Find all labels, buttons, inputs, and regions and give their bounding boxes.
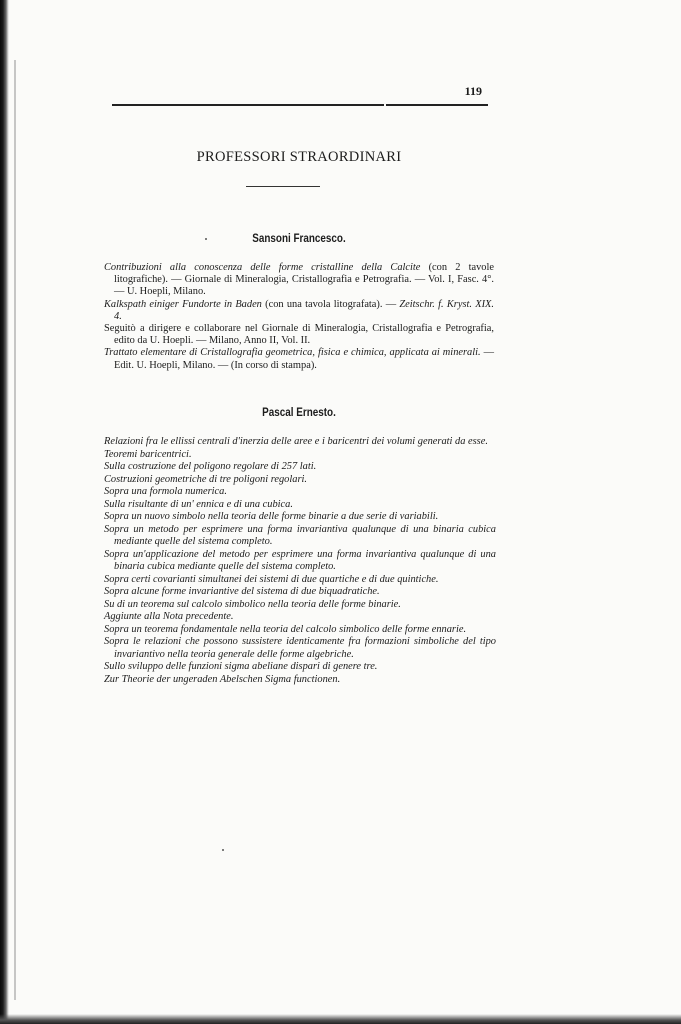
- page-bottom-edge: [0, 1014, 681, 1024]
- publication-entry: Teoremi baricentrici.: [104, 448, 192, 460]
- header-rule-right: [386, 104, 488, 106]
- book-spine-shadow: [0, 0, 9, 1024]
- page-number: 119: [464, 84, 482, 98]
- publication-entry: Sulla costruzione del poligono regolare di 257 lati.: [104, 461, 317, 472]
- publication-entry: Relazioni fra le ellissi centrali d'inerzia delle aree e i baricentri dei volumi generati da esse.: [104, 436, 488, 447]
- publication-entry: Sopra una formola numerica.: [104, 486, 227, 497]
- publication-entry: Sopra un nuovo simbolo nella teoria delle forme binarie a due serie di variabili.: [104, 511, 439, 522]
- author-heading: Pascal Ernesto.: [262, 407, 336, 419]
- publication-entry: Sopra un teorema fondamentale nella teoria del calcolo simbolico delle forme ennarie.: [104, 623, 467, 635]
- book-gutter-line: [14, 60, 16, 1000]
- scan-speck: [222, 849, 224, 851]
- header-rule-left: [112, 104, 384, 106]
- bibliography-entry: Seguitò a dirigere e collaborare nel Giornale di Mineralogia, Cristallografia e Petrografia, edito da U. Hoepli. — Milano, Anno II, Vol. II.: [104, 323, 494, 347]
- title-divider: [246, 186, 320, 187]
- publication-entry: Aggiunte alla Nota precedente.: [104, 611, 234, 622]
- bibliography-entry: Kalkspath einiger Fundorte in Baden (con una tavola litografata). — Zeitschr. f. Kryst. XIX. 4.: [104, 298, 494, 322]
- publication-entry: Su di un teorema sul calcolo simbolico nella teoria delle forme binarie.: [104, 598, 401, 610]
- bibliography-entry: Contribuzioni alla conoscenza delle forme cristalline della Calcite (con 2 tavole litografiche). — Giornale di Mineralogia, Cristallografia e Petrografia. — Vol. I, Fasc. 4°. — U. Hoepli, Milano.: [104, 262, 495, 298]
- publication-entry: Sopra un metodo per esprimere una forma invariantiva qualunque di una binaria cubica mediante quelle del sistema completo.: [104, 523, 496, 547]
- publication-entry: Costruzioni geometriche di tre poligoni regolari.: [104, 473, 307, 485]
- publication-entry: Zur Theorie der ungeraden Abelschen Sigma functionen.: [104, 673, 341, 685]
- publication-entry: Sopra alcune forme invariantive del sistema di due biquadratiche.: [104, 586, 380, 597]
- publication-entry: Sullo sviluppo delle funzioni sigma abeliane dispari di genere tre.: [104, 661, 378, 672]
- publication-entry: Sulla risultante di un' ennica e di una cubica.: [104, 498, 293, 510]
- bibliography-list: [104, 262, 494, 372]
- bibliography-entry: Trattato elementare di Cristallografia geometrica, fisica e chimica, applicata ai minerali. — Edit. U. Hoepli, Milano. — (In corso di stampa).: [104, 347, 494, 371]
- publication-entry: Sopra certi covarianti simultanei dei sistemi di due quartiche e di due quintiche.: [104, 573, 439, 585]
- publication-entry: Sopra le relazioni che possono sussistere identicamente fra formazioni simboliche del tipo invariantivo nella teoria generale delle forme algebriche.: [104, 636, 496, 660]
- publication-entry: Sopra un'applicazione del metodo per esprimere una forma invariantiva qualunque di una binaria cubica mediante quelle del sistema completo.: [104, 548, 496, 572]
- publication-list: [104, 436, 496, 686]
- page-title: PROFESSORI STRAORDINARI: [196, 149, 402, 165]
- author-heading: Sansoni Francesco.: [252, 233, 346, 245]
